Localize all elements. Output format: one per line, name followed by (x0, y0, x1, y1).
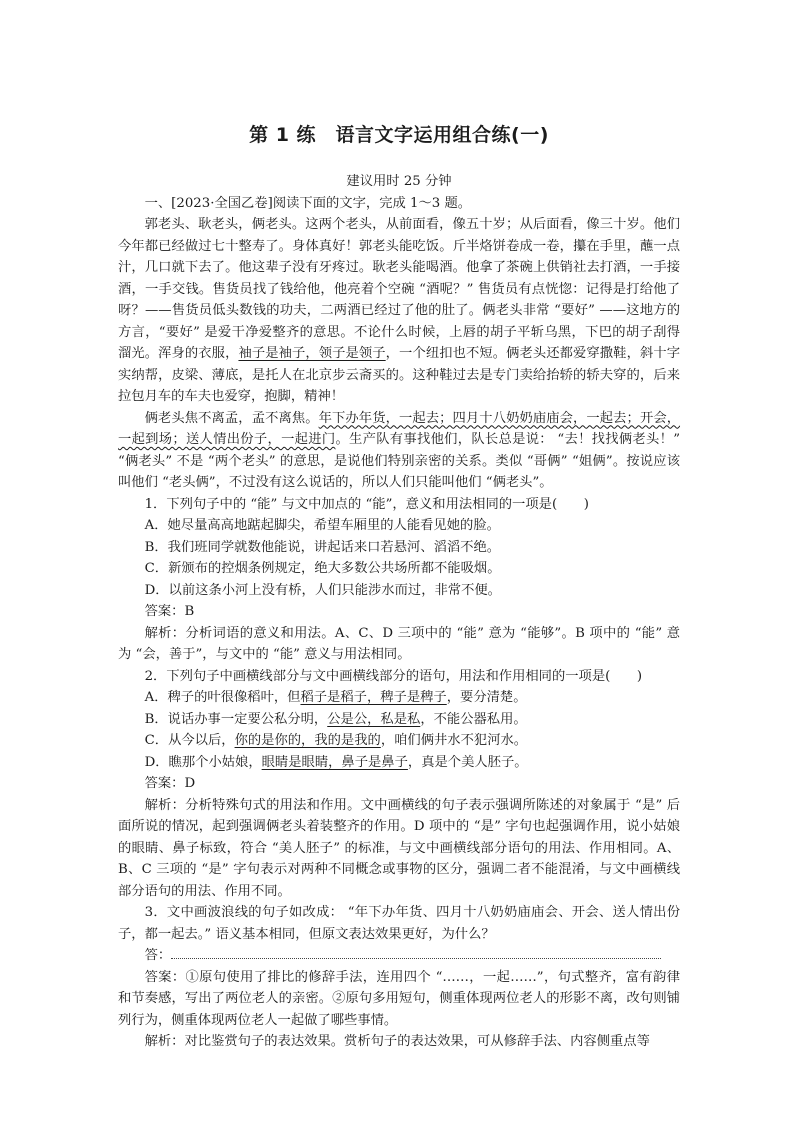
q2-answer: 答案：D (144, 776, 196, 791)
q1-option-d: D．以前这条小河上没有桥，人们只能涉水而过，非常不便。 (144, 582, 501, 598)
passage-paragraph-1 (118, 214, 680, 408)
answer-blank-line (171, 946, 661, 959)
q2-d-underlined: 眼睛是眼睛，鼻子是鼻子 (261, 754, 408, 770)
q1-analysis: 解析：分析词语的意义和用法。A、C、D 三项中的 “能” 意为 “能够”。B 项中的 “能” 意为 “会，善于”，与文中的 “能” 意义与用法相同。 (118, 625, 680, 662)
p2-end: 。生产队有事找他们，队长总是说： “去！找找俩老头！” “俩老头” 不是 “两个老头” 的意思，是说他们特别亲密的关系。类似 “哥俩” “姐俩”。按说应该叫他们 “老头俩”，不过没有这么说话的，所以人们只能叫他们 “俩老头”。 (118, 432, 680, 490)
q2-a-post: ，要分清楚。 (446, 690, 527, 705)
q2-option-c (118, 730, 680, 752)
q2-b-underlined: 公是公，私是私 (327, 711, 421, 727)
q2-c-post: ，咱们俩井水不犯河水。 (380, 733, 528, 748)
q2-d-pre: D．瞧那个小姑娘， (144, 754, 262, 770)
q1-option-c: C．新颁布的控烟条例规定，绝大多数公共场所都不能吸烟。 (144, 561, 501, 576)
q1-option-a: A．她尽量高高地踮起脚尖，希望车厢里的人能看见她的脸。 (144, 518, 500, 533)
p2-start: 俩老头焦不离孟，孟不离焦。 (144, 410, 319, 426)
p1-underlined: 袖子是袖子，领子是领子 (238, 346, 386, 361)
q3-answer: 答案：①原句使用了排比的修辞手法，连用四个 “……，一起……”，句式整齐，富有韵律和节奏感，写出了两位老人的亲密。②原句多用短句，侧重体现两位老人的形影不离，改句则铺列行为，侧重体现两位老人一起做了哪些事情。 (118, 969, 680, 1028)
q2-option-b (118, 709, 680, 731)
passage-paragraph-2 (118, 408, 680, 494)
q2-d-post: ，真是个美人胚子。 (407, 754, 528, 770)
page-title: 第 1 练 语言文字运用组合练(一) (249, 124, 549, 146)
q2-a-pre: A．稗子的叶很像稻叶，但 (144, 690, 301, 705)
q2-stem: 2．下列句子中画横线部分与文中画横线部分的语句，用法和作用相同的一项是( ) (144, 668, 643, 684)
q3-stem: 3．文中画波浪线的句子如改成： “年下办年货、四月十八奶奶庙庙会、开会、送人情出份子，都一起去。” 语义基本相同，但原文表达效果更好，为什么？ (118, 905, 680, 942)
q2-option-a (118, 687, 680, 709)
q2-a-underlined: 稻子是稻子，稗子是稗子 (300, 690, 447, 705)
q1-option-b: B．我们班同学就数他能说，讲起话来口若悬河、滔滔不绝。 (144, 539, 501, 555)
q2-c-pre: C．从今以后， (144, 733, 235, 748)
q3-answer-line (118, 945, 680, 967)
p1-tail: ，一个纽扣也不短。俩老头还都爱穿撒鞋，斜十字实纳帮，皮梁、薄底，是托人在北京步云斋买的。这种鞋过去是专门卖给抬轿的轿夫穿的，后来拉包月车的车夫也爱穿，抱脚，精神！ (118, 346, 681, 404)
q2-b-pre: B．说话办事一定要公私分明， (144, 711, 328, 727)
section-intro: 一、[2023·全国乙卷]阅读下面的文字，完成 1～3 题。 (144, 195, 472, 211)
answer-label: 答： (144, 948, 172, 963)
q3-analysis: 解析：对比鉴赏句子的表达效果。赏析句子的表达效果，可从修辞手法、内容侧重点等 (144, 1034, 650, 1049)
p2-wavy: 年下办年货，一起去；四月十八奶奶庙庙会，一起去；开会，一起到场；送人情出份子，一起进门 (118, 410, 681, 447)
q2-analysis: 解析：分析特殊句式的用法和作用。文中画横线的句子表示强调所陈述的对象属于 “是” 后面所说的情况，起到强调俩老头着装整齐的作用。D 项中的 “是” 字句也起强调作用，说小姑娘的眼睛、鼻子标致，符合 “美人胚子” 的标准，与文中画横线部分语句的用法、作用相同。A、B、C 三项的 “是” 字句表示对两种不同概念或事物的区分，强调二者不能混淆，与文中画横线部分语句的用法、作用不同。 (118, 797, 680, 899)
q2-option-d (118, 752, 680, 774)
q2-c-underlined: 你的是你的，我的是我的 (234, 733, 381, 748)
q1-answer: 答案：B (144, 604, 195, 619)
suggested-time: 建议用时 25 分钟 (346, 174, 452, 189)
q2-b-post: ，不能公器私用。 (420, 711, 527, 727)
q1-stem: 1．下列句子中的 “能” 与文中加点的 “能”，意义和用法相同的一项是( ) (144, 496, 589, 512)
p1-text: 郭老头、耿老头，俩老头。这两个老头，从前面看，像五十岁；从后面看，像三十岁。他们今年都已经做过七十整寿了。身体真好！郭老头能吃饭。斤半烙饼卷成一卷，攥在手里，蘸一点汁，几口就下去了。他这辈子没有牙疼过。耿老头能喝酒。他拿了茶碗上供销社去打酒，一手接酒，一手交钱。售货员找了钱给他，他亮着个空碗 “酒呢？” 售货员有点恍惚：记得是打给他了呀？——售货员低头数钱的功夫，二两酒已经过了他的肚了。俩老头非常 “要好” ——这地方的方言，“要好” 是爱干净爱整齐的意思。不论什么时候，上唇的胡子平斩乌黑，下巴的胡子刮得溜光。浑身的衣服， (118, 217, 680, 361)
